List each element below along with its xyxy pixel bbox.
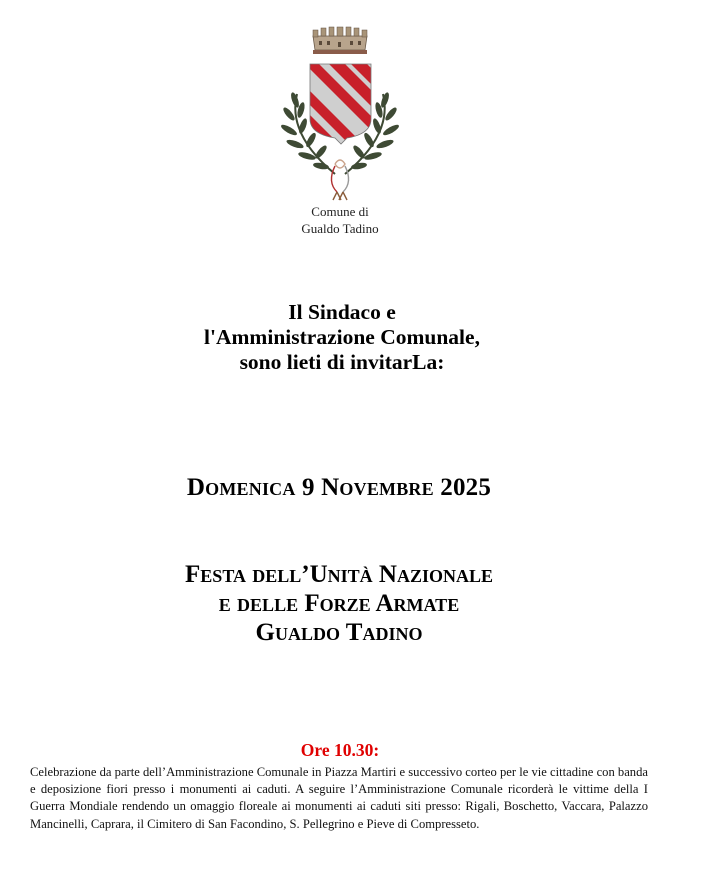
invitation-line-3: sono lieti di invitarLa: bbox=[239, 350, 445, 374]
invitation-line-1: Il Sindaco e bbox=[288, 300, 396, 324]
municipality-caption bbox=[260, 203, 420, 237]
event-title-line-3: Gualdo Tadino bbox=[255, 619, 423, 646]
invitation-heading bbox=[0, 300, 684, 375]
caption-line-2: Gualdo Tadino bbox=[301, 221, 379, 236]
event-title bbox=[0, 560, 678, 647]
municipal-crest bbox=[275, 24, 405, 204]
caption-line-1: Comune di bbox=[311, 204, 369, 219]
ribbon-icon bbox=[331, 160, 348, 200]
schedule-description: Celebrazione da parte dell’Amministrazione Comunale in Piazza Martiri e successivo corteo per le vie cittadine con banda e deposizione fiori presso i monumenti ai caduti. A seguire l’Amministrazione Comunale ricorderà le vittime della I Guerra Mondiale rendendo un omaggio floreale ai monumenti ai caduti siti presso: Rigali, Boschetto, Vaccara, Palazzo Mancinelli, Caprara, il Cimitero di San Facondino, S. Pellegrino e Pieve di Compresseto. bbox=[30, 765, 648, 831]
schedule-time: Ore 10.30: bbox=[300, 740, 380, 760]
crown-icon bbox=[313, 27, 367, 54]
event-title-line-2: e delle Forze Armate bbox=[218, 590, 460, 617]
event-title-line-1: Festa dell’Unità Nazionale bbox=[185, 561, 493, 588]
coat-of-arms-icon bbox=[275, 24, 405, 204]
invitation-line-2: l'Amministrazione Comunale, bbox=[204, 325, 480, 349]
event-date: Domenica 9 Novembre 2025 bbox=[186, 474, 492, 501]
